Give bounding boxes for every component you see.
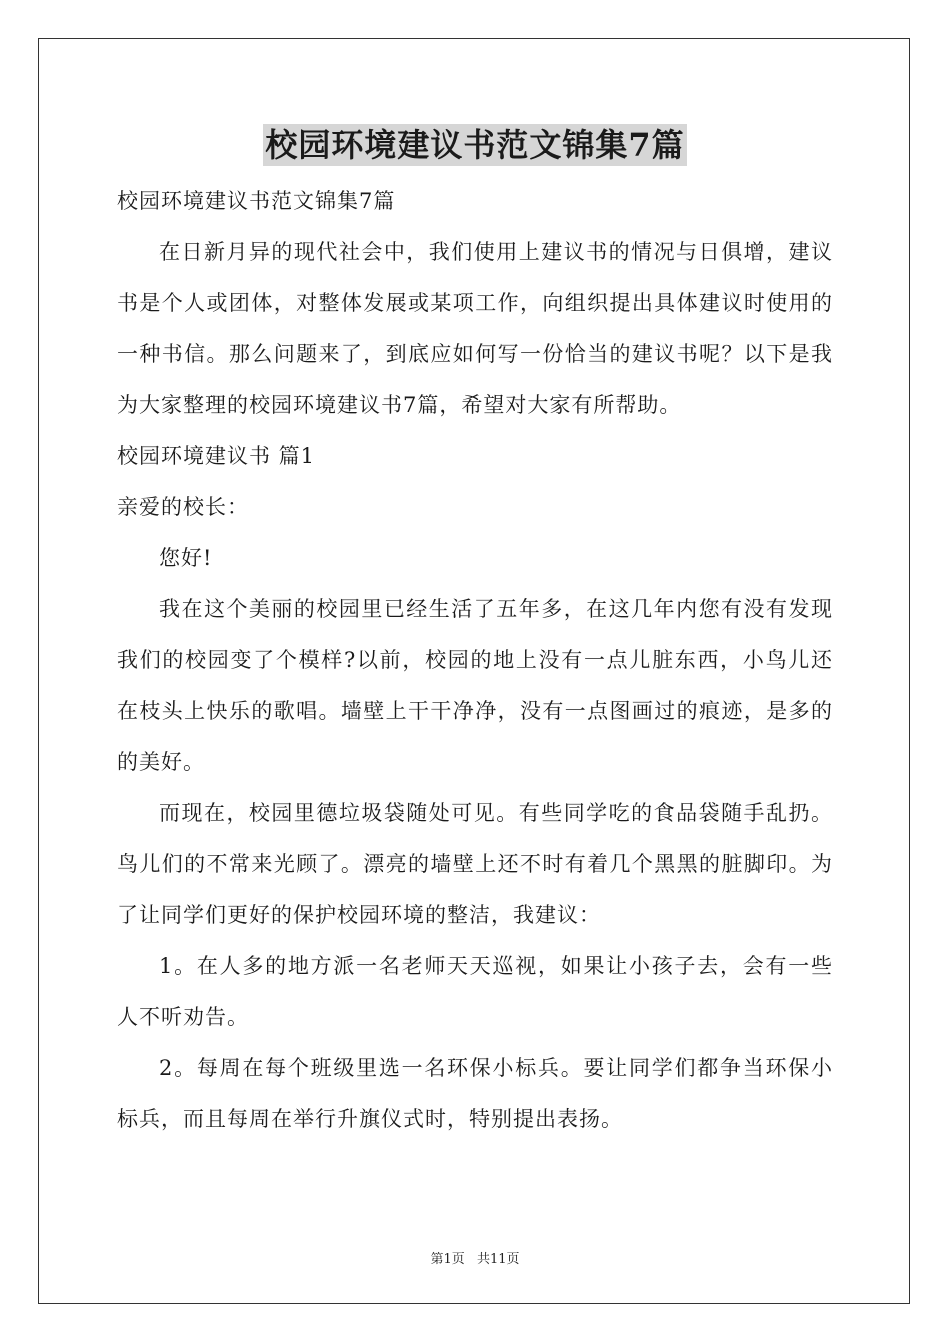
page-footer (0, 1248, 950, 1267)
page-total: 共11页 (476, 1252, 520, 1267)
salutation: 亲爱的校长： (117, 495, 249, 519)
greeting: 您好! (159, 546, 213, 570)
title-container (0, 124, 950, 166)
document-title: 校园环境建议书范文锦集7篇 (265, 126, 685, 164)
page-number: 第1页 (430, 1252, 465, 1267)
section-heading: 校园环境建议书 篇1 (117, 444, 316, 468)
document-body (117, 176, 833, 1145)
body-paragraph-1: 我在这个美丽的校园里已经生活了五年多，在这几年内您有没有发现我们的校园变了个模样?以前，校园的地上没有一点儿脏东西，小鸟儿还在枝头上快乐的歌唱。墙壁上干干净净，没有一点图画过的痕迹，是多的的美好。 (117, 597, 833, 774)
body-paragraph-2: 而现在，校园里德垃圾袋随处可见。有些同学吃的食品袋随手乱扔。鸟儿们的不常来光顾了。漂亮的墙壁上还不时有着几个黑黑的脏脚印。为了让同学们更好的保护校园环境的整洁，我建议： (117, 801, 833, 927)
subtitle-line: 校园环境建议书范文锦集7篇 (117, 189, 396, 213)
suggestion-item-1: 1。在人多的地方派一名老师天天巡视，如果让小孩子去，会有一些人不听劝告。 (117, 954, 833, 1029)
suggestion-item-2: 2。每周在每个班级里选一名环保小标兵。要让同学们都争当环保小标兵，而且每周在举行升旗仪式时，特别提出表扬。 (117, 1056, 833, 1131)
intro-paragraph: 在日新月异的现代社会中，我们使用上建议书的情况与日俱增，建议书是个人或团体，对整体发展或某项工作，向组织提出具体建议时使用的一种书信。那么问题来了，到底应如何写一份恰当的建议书呢？以下是我为大家整理的校园环境建议书7篇，希望对大家有所帮助。 (117, 240, 833, 417)
